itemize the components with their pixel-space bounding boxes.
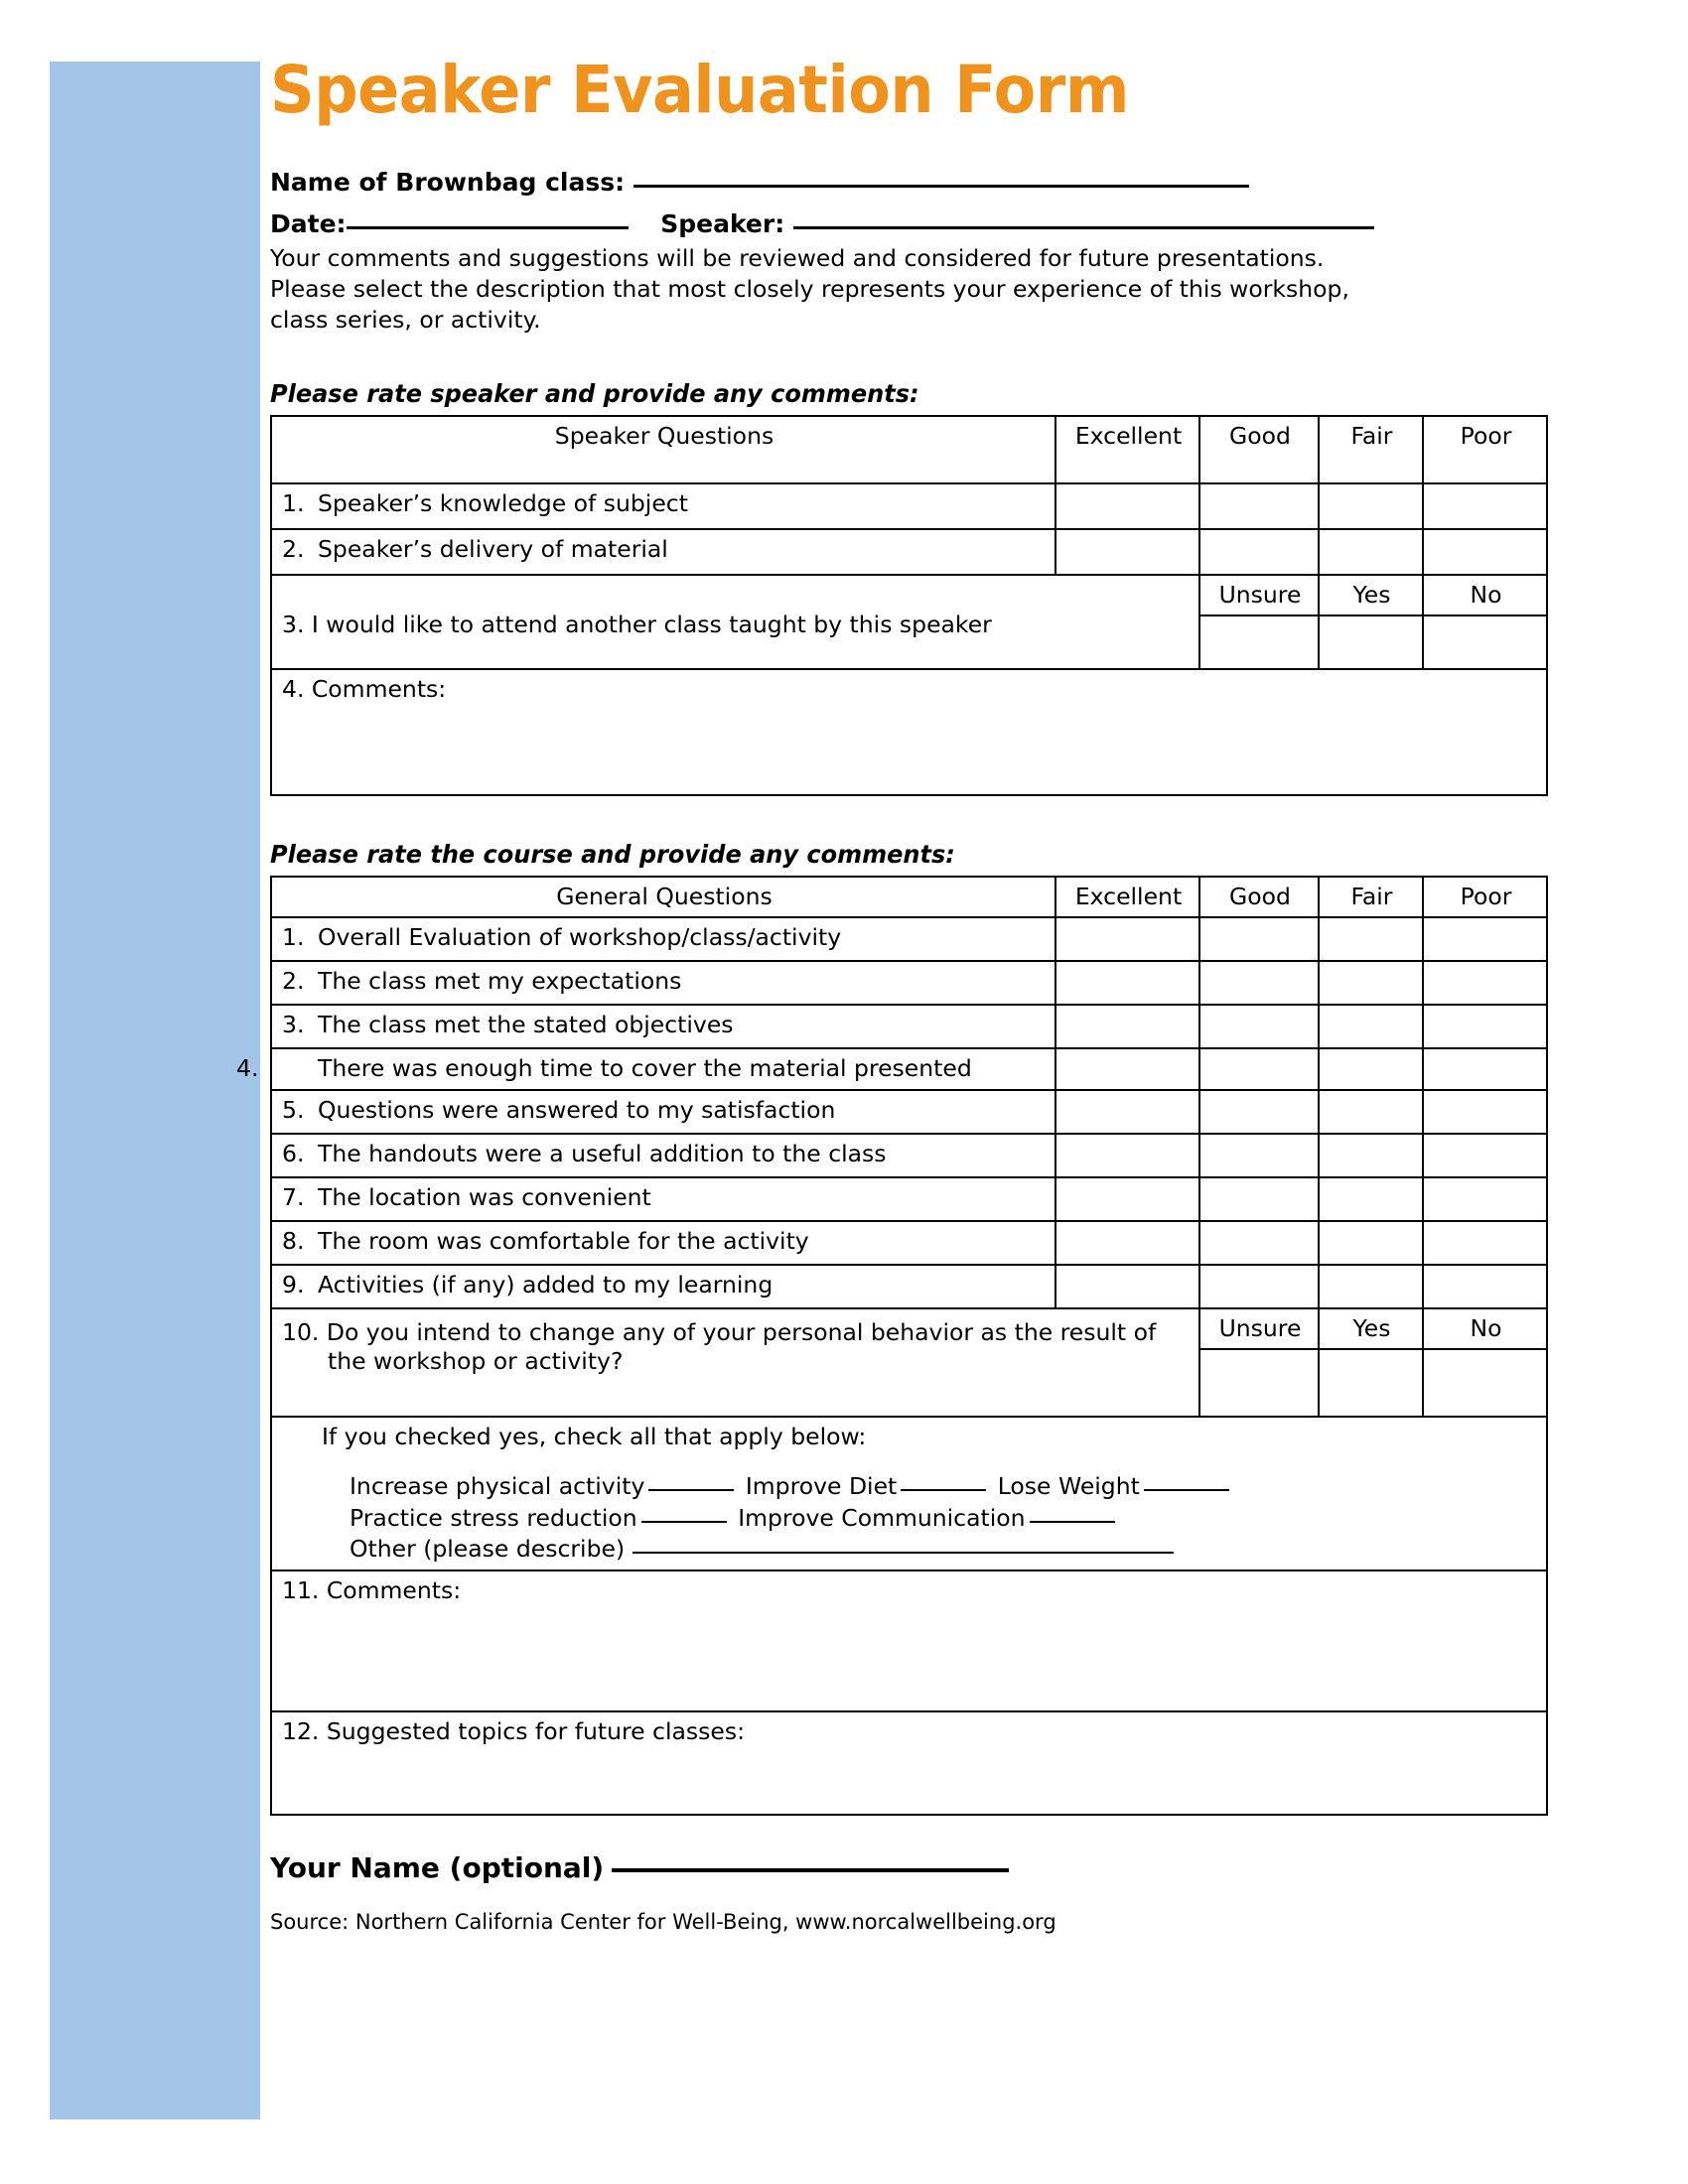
question-number: 5.	[282, 1095, 305, 1124]
checklist-row-3	[350, 1534, 1538, 1565]
column-header-poor: Poor	[1423, 416, 1547, 483]
rating-box-poor[interactable]	[1423, 961, 1547, 1005]
rating-box-good[interactable]	[1199, 1090, 1319, 1134]
column-header-good: Good	[1199, 877, 1319, 917]
rating-box-good[interactable]	[1199, 961, 1319, 1005]
checklist-row-2	[350, 1503, 1538, 1534]
column-header-excellent: Excellent	[1055, 877, 1199, 917]
rating-box-excellent[interactable]	[1055, 1134, 1199, 1177]
form-page	[236, 0, 1650, 2184]
rating-box-fair[interactable]	[1319, 1090, 1423, 1134]
checklist-blank-improve-communication[interactable]	[1030, 1521, 1115, 1523]
rating-box-excellent[interactable]	[1055, 1265, 1199, 1308]
question-number: 1.	[282, 488, 305, 517]
table-row	[271, 917, 1547, 961]
rating-box-poor[interactable]	[1423, 1005, 1547, 1048]
table-row-checklist	[271, 1417, 1547, 1570]
table-row-comments	[271, 1570, 1547, 1711]
table-row	[271, 483, 1547, 529]
rating-box-fair[interactable]	[1319, 1177, 1423, 1221]
general-questions-table	[236, 876, 1548, 1816]
rating-box-poor[interactable]	[1423, 1134, 1547, 1177]
table-header-row	[271, 416, 1547, 483]
rating-box-good[interactable]	[1199, 1177, 1319, 1221]
table-row-behavior-question	[271, 1308, 1547, 1349]
rating-box-excellent[interactable]	[1055, 1221, 1199, 1265]
rating-box-excellent[interactable]	[1055, 961, 1199, 1005]
question-label: The class met my expectations	[318, 967, 682, 996]
table-row	[271, 961, 1547, 1005]
rating-box-fair[interactable]	[1319, 1265, 1423, 1308]
rating-box-poor[interactable]	[1423, 483, 1547, 529]
rating-box-excellent[interactable]	[1055, 1005, 1199, 1048]
rating-box-excellent[interactable]	[1055, 1177, 1199, 1221]
brownbag-class-field	[270, 123, 1650, 198]
question-number: 2.	[282, 967, 305, 996]
page-title: Speaker Evaluation Form	[270, 52, 1130, 128]
checklist-blank-stress-reduction[interactable]	[641, 1521, 727, 1523]
rating-box-poor[interactable]	[1423, 1048, 1547, 1089]
checklist-item-improve-communication: Improve Communication	[738, 1503, 1026, 1532]
table-row-comments	[271, 669, 1547, 795]
question-number: 8.	[282, 1226, 305, 1255]
question-text	[271, 529, 1055, 575]
intro-paragraph: Your comments and suggestions will be reviewed and considered for future presentations. Please select the description that most closely represents your experience of this workshop, class series, or activity.	[270, 243, 1349, 334]
suggested-topics-field[interactable]: 12. Suggested topics for future classes:	[271, 1711, 1547, 1815]
question-label: Speaker’s knowledge of subject	[318, 488, 688, 517]
rating-box-fair[interactable]	[1319, 1221, 1423, 1265]
question-label: The location was convenient	[318, 1182, 651, 1211]
question-label: Questions were answered to my satisfaction	[318, 1095, 836, 1124]
table-row	[271, 1090, 1547, 1134]
table-row	[271, 1134, 1547, 1177]
answer-box-no[interactable]	[1423, 1349, 1547, 1417]
speaker-comments-field[interactable]: 4. Comments:	[271, 669, 1547, 795]
speaker-label: Speaker:	[660, 208, 785, 238]
date-input-rule[interactable]	[347, 226, 629, 229]
checklist-row-1	[350, 1471, 1538, 1502]
rating-box-good[interactable]	[1199, 1005, 1319, 1048]
question-label: The room was comfortable for the activity	[318, 1226, 809, 1255]
question-text	[271, 1005, 1055, 1048]
question-text	[271, 1090, 1055, 1134]
rating-box-good[interactable]	[1199, 483, 1319, 529]
rating-box-good[interactable]	[1199, 1048, 1319, 1089]
rating-box-excellent[interactable]	[1055, 917, 1199, 961]
table-header-row	[271, 877, 1547, 917]
question-text	[271, 483, 1055, 529]
behavior-change-question: 10. Do you intend to change any of your personal behavior as the result of the workshop or activity?	[271, 1308, 1199, 1417]
column-header-fair: Fair	[1319, 416, 1423, 483]
date-label: Date:	[270, 208, 347, 238]
column-header-questions: Speaker Questions	[271, 416, 1055, 483]
rating-box-good[interactable]	[1199, 1134, 1319, 1177]
rating-box-excellent[interactable]	[1055, 483, 1199, 529]
rating-box-fair[interactable]	[1319, 1005, 1423, 1048]
attend-again-question: 3. I would like to attend another class taught by this speaker	[271, 575, 1199, 669]
answer-box-unsure[interactable]	[1199, 1349, 1319, 1417]
decorative-blue-sidebar	[50, 62, 260, 2119]
question-text	[271, 1134, 1055, 1177]
checklist-item-lose-weight: Lose Weight	[997, 1472, 1140, 1501]
rating-box-poor[interactable]	[1423, 1265, 1547, 1308]
option-label-no: No	[1423, 575, 1547, 615]
rating-box-good[interactable]	[1199, 529, 1319, 575]
question-text	[271, 1177, 1055, 1221]
question-label: Overall Evaluation of workshop/class/activity	[318, 923, 842, 952]
question-number: 6.	[282, 1139, 305, 1167]
source-attribution: Source: Northern California Center for Well-Being, www.norcalwellbeing.org	[270, 1910, 1056, 1935]
rating-box-poor[interactable]	[1423, 529, 1547, 575]
answer-box-yes[interactable]	[1319, 615, 1423, 669]
rating-box-poor[interactable]	[1423, 917, 1547, 961]
checklist-item-other-label: Other (please describe)	[350, 1534, 626, 1563]
table-row-topics	[271, 1711, 1547, 1815]
your-name-input-rule[interactable]	[612, 1868, 1009, 1872]
checklist-instruction: If you checked yes, check all that apply below:	[322, 1423, 867, 1451]
rating-box-fair[interactable]	[1319, 1048, 1423, 1089]
question-text	[271, 1221, 1055, 1265]
table-row-yesno-question	[271, 575, 1547, 615]
rating-box-excellent[interactable]	[1055, 529, 1199, 575]
column-header-questions: General Questions	[271, 877, 1055, 917]
question-number: 1.	[282, 923, 305, 952]
rating-box-good[interactable]	[1199, 917, 1319, 961]
option-label-unsure: Unsure	[1199, 1308, 1319, 1349]
table-row	[271, 1221, 1547, 1265]
checklist-blank-improve-diet[interactable]	[901, 1489, 986, 1491]
question-number: 9.	[282, 1270, 305, 1298]
table-row	[271, 529, 1547, 575]
question-number: 3.	[282, 1011, 305, 1039]
checklist-blank-increase-activity[interactable]	[648, 1489, 734, 1491]
rating-box-good[interactable]	[1199, 1221, 1319, 1265]
speaker-section-heading: Please rate speaker and provide any comments:	[270, 378, 919, 408]
question-label: The handouts were a useful addition to the class	[318, 1139, 887, 1167]
speaker-questions-table	[270, 415, 1548, 796]
question-number: 7.	[282, 1182, 305, 1211]
checklist-blank-lose-weight[interactable]	[1144, 1489, 1229, 1491]
question-text	[271, 961, 1055, 1005]
rating-box-poor[interactable]	[1423, 1177, 1547, 1221]
question-label: Speaker’s delivery of material	[318, 534, 668, 563]
rating-box-fair[interactable]	[1319, 529, 1423, 575]
rating-box-good[interactable]	[1199, 1265, 1319, 1308]
checklist-blank-other[interactable]	[633, 1552, 1174, 1554]
question-text	[236, 1048, 1055, 1089]
rating-box-poor[interactable]	[1423, 1221, 1547, 1265]
question-label: There was enough time to cover the material presented	[318, 1054, 972, 1083]
table-row	[271, 1177, 1547, 1221]
table-row	[271, 1005, 1547, 1048]
brownbag-class-label: Name of Brownbag class:	[270, 168, 626, 197]
option-label-no: No	[1423, 1308, 1547, 1349]
rating-box-poor[interactable]	[1423, 1090, 1547, 1134]
checklist-item-increase-activity: Increase physical activity	[350, 1472, 645, 1501]
question-text	[271, 1265, 1055, 1308]
checklist-item-improve-diet: Improve Diet	[745, 1472, 898, 1501]
table-row	[271, 1048, 1547, 1089]
column-header-fair: Fair	[1319, 877, 1423, 917]
question-number: 2.	[282, 534, 305, 563]
speaker-input-rule[interactable]	[793, 226, 1374, 229]
answer-box-unsure[interactable]	[1199, 615, 1319, 669]
column-header-good: Good	[1199, 416, 1319, 483]
question-label: The class met the stated objectives	[318, 1011, 734, 1039]
rating-box-fair[interactable]	[1319, 1134, 1423, 1177]
column-header-excellent: Excellent	[1055, 416, 1199, 483]
brownbag-class-input-rule[interactable]	[633, 185, 1249, 188]
question-text	[271, 917, 1055, 961]
general-section-heading: Please rate the course and provide any comments:	[270, 839, 955, 869]
behavior-checklist-cell	[271, 1417, 1547, 1570]
column-header-poor: Poor	[1423, 877, 1547, 917]
rating-box-fair[interactable]	[1319, 917, 1423, 961]
your-name-field	[270, 1816, 1650, 1884]
checklist-options	[282, 1471, 1538, 1565]
answer-box-yes[interactable]	[1319, 1349, 1423, 1417]
rating-box-fair[interactable]	[1319, 961, 1423, 1005]
answer-box-no[interactable]	[1423, 615, 1547, 669]
rating-box-excellent[interactable]	[1055, 1048, 1199, 1089]
option-label-unsure: Unsure	[1199, 575, 1319, 615]
date-speaker-field	[270, 198, 1650, 239]
option-label-yes: Yes	[1319, 575, 1423, 615]
rating-box-fair[interactable]	[1319, 483, 1423, 529]
checklist-item-stress-reduction: Practice stress reduction	[350, 1503, 637, 1532]
table-row	[271, 1265, 1547, 1308]
question-label: Activities (if any) added to my learning	[318, 1270, 774, 1298]
general-comments-field[interactable]: 11. Comments:	[271, 1570, 1547, 1711]
option-label-yes: Yes	[1319, 1308, 1423, 1349]
your-name-label: Your Name (optional)	[270, 1851, 605, 1885]
rating-box-excellent[interactable]	[1055, 1090, 1199, 1134]
question-number: 4.	[236, 1054, 259, 1083]
